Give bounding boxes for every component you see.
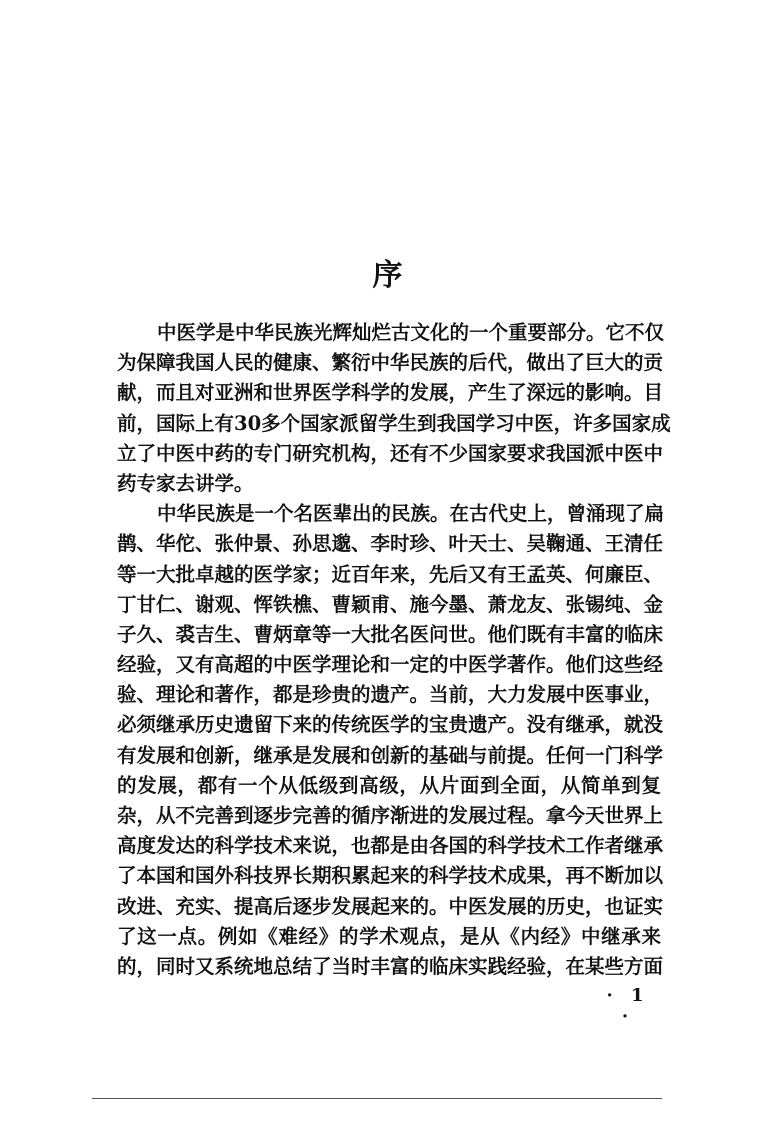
- paragraph-line: 献，而且对亚洲和世界医学科学的发展，产生了深远的影响。目: [117, 381, 664, 405]
- page-title: 序: [372, 258, 405, 293]
- paragraph-line: 丁甘仁、谢观、恽铁樵、曹颖甫、施今墨、萧龙友、张锡纯、金: [117, 592, 664, 616]
- paragraph-line: 子久、裘吉生、曹炳章等一大批名医问世。他们既有丰富的临床: [117, 622, 664, 646]
- paragraph-line: 的，同时又系统地总结了当时丰富的临床实践经验，在某些方面: [117, 954, 664, 978]
- page-number: · 1 ·: [606, 985, 650, 1027]
- paragraph-line: 鹊、华佗、张仲景、孙思邈、李时珍、叶天士、吴鞠通、王清任: [117, 532, 664, 556]
- paragraph-line: 为保障我国人民的健康、繁衍中华民族的后代，做出了巨大的贡: [117, 351, 664, 375]
- paragraph-line: 必须继承历史遗留下来的传统医学的宝贵遗产。没有继承，就没: [117, 713, 664, 737]
- paragraph-line: 中医学是中华民族光辉灿烂古文化的一个重要部分。它不仅: [157, 321, 665, 344]
- paragraph-line: 高度发达的科学技术来说，也都是由各国的科学技术工作者继承: [117, 834, 664, 858]
- paragraph-line: 中华民族是一个名医辈出的民族。在古代史上，曾涌现了扁: [157, 502, 665, 526]
- body-text: [117, 318, 671, 982]
- bottom-rule: [92, 1098, 662, 1099]
- paragraph-line: 了这一点。例如《难经》的学术观点，是从《内经》中继承来: [117, 924, 661, 948]
- paragraph-line: 改进、充实、提高后逐步发展起来的。中医发展的历史，也证实: [117, 894, 664, 918]
- paragraph-line: 经验，又有高超的中医学理论和一定的中医学著作。他们这些经: [117, 653, 664, 677]
- paragraph-line: 前，国际上有30多个国家派留学生到我国学习中医，许多国家成: [117, 411, 671, 435]
- paragraph-line: 的发展，都有一个从低级到高级，从片面到全面，从简单到复: [117, 773, 661, 797]
- paragraph-line: 验、理论和著作，都是珍贵的遗产。当前，大力发展中医事业，: [117, 683, 664, 707]
- paragraph-line: 杂，从不完善到逐步完善的循序渐进的发展过程。拿今天世界上: [117, 804, 664, 827]
- paragraph-line: 立了中医中药的专门研究机构，还有不少国家要求我国派中医中: [117, 441, 664, 465]
- paragraph-line: 有发展和创新，继承是发展和创新的基础与前提。任何一门科学: [117, 743, 664, 767]
- paragraph-line: 了本国和国外科技界长期积累起来的科学技术成果，再不断加以: [117, 864, 664, 888]
- paragraph-line: 等一大批卓越的医学家；近百年来，先后又有王孟英、何廉臣、: [117, 562, 664, 586]
- paragraph-line: 药专家去讲学。: [117, 471, 254, 495]
